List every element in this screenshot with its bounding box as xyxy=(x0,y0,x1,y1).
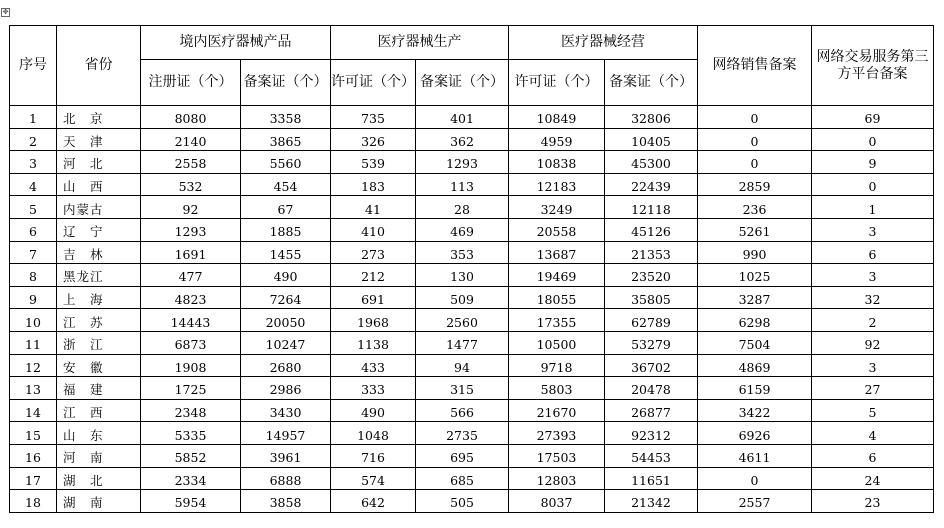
province-cell: 浙 江 xyxy=(57,331,141,354)
third-party-platform-cell: 0 xyxy=(812,173,934,196)
seq-cell: 12 xyxy=(10,354,57,377)
header-production: 医疗器械生产 xyxy=(331,26,509,60)
seq-cell: 5 xyxy=(10,196,57,219)
seq-cell: 18 xyxy=(10,490,57,513)
registration-cert-cell: 5335 xyxy=(141,422,241,445)
third-party-platform-cell: 92 xyxy=(812,331,934,354)
license-production-cell: 1048 xyxy=(331,422,416,445)
filing-cert-production-cell: 469 xyxy=(416,218,509,241)
seq-cell: 9 xyxy=(10,286,57,309)
online-sales-cell: 6159 xyxy=(698,377,812,400)
header-registration-cert: 注册证（个） xyxy=(141,60,241,106)
online-sales-cell: 0 xyxy=(698,467,812,490)
province-cell: 湖 北 xyxy=(57,467,141,490)
filing-cert-products-cell: 2986 xyxy=(241,377,331,400)
filing-cert-operation-cell: 36702 xyxy=(605,354,698,377)
license-production-cell: 41 xyxy=(331,196,416,219)
header-province: 省份 xyxy=(57,26,141,106)
province-cell: 湖 南 xyxy=(57,490,141,513)
license-operation-cell: 27393 xyxy=(509,422,605,445)
filing-cert-production-cell: 505 xyxy=(416,490,509,513)
header-seq: 序号 xyxy=(10,26,57,106)
license-production-cell: 212 xyxy=(331,264,416,287)
filing-cert-operation-cell: 21353 xyxy=(605,241,698,264)
header-third-party-platform: 网络交易服务第三方平台备案 xyxy=(812,26,934,106)
third-party-platform-cell: 9 xyxy=(812,151,934,174)
filing-cert-products-cell: 3961 xyxy=(241,444,331,467)
license-operation-cell: 20558 xyxy=(509,218,605,241)
license-production-cell: 716 xyxy=(331,444,416,467)
registration-cert-cell: 6873 xyxy=(141,331,241,354)
registration-cert-cell: 92 xyxy=(141,196,241,219)
filing-cert-products-cell: 5560 xyxy=(241,151,331,174)
table-row xyxy=(10,444,934,467)
seq-cell: 10 xyxy=(10,309,57,332)
header-filing-cert-production: 备案证（个） xyxy=(416,60,509,106)
header-filing-cert-operation: 备案证（个） xyxy=(605,60,698,106)
online-sales-cell: 2859 xyxy=(698,173,812,196)
filing-cert-products-cell: 10247 xyxy=(241,331,331,354)
filing-cert-production-cell: 2735 xyxy=(416,422,509,445)
filing-cert-operation-cell: 22439 xyxy=(605,173,698,196)
online-sales-cell: 6926 xyxy=(698,422,812,445)
table-row xyxy=(10,264,934,287)
province-cell: 辽 宁 xyxy=(57,218,141,241)
registration-cert-cell: 532 xyxy=(141,173,241,196)
filing-cert-operation-cell: 54453 xyxy=(605,444,698,467)
header-license-production: 许可证（个） xyxy=(331,60,416,106)
license-operation-cell: 9718 xyxy=(509,354,605,377)
third-party-platform-cell: 27 xyxy=(812,377,934,400)
third-party-platform-cell: 32 xyxy=(812,286,934,309)
license-operation-cell: 17503 xyxy=(509,444,605,467)
table-row xyxy=(10,399,934,422)
third-party-platform-cell: 23 xyxy=(812,490,934,513)
filing-cert-operation-cell: 45126 xyxy=(605,218,698,241)
filing-cert-production-cell: 315 xyxy=(416,377,509,400)
third-party-platform-cell: 4 xyxy=(812,422,934,445)
filing-cert-operation-cell: 26877 xyxy=(605,399,698,422)
registration-cert-cell: 5954 xyxy=(141,490,241,513)
registration-cert-cell: 1725 xyxy=(141,377,241,400)
license-production-cell: 735 xyxy=(331,106,416,129)
filing-cert-products-cell: 454 xyxy=(241,173,331,196)
license-production-cell: 691 xyxy=(331,286,416,309)
filing-cert-products-cell: 6888 xyxy=(241,467,331,490)
online-sales-cell: 3287 xyxy=(698,286,812,309)
province-cell: 山 东 xyxy=(57,422,141,445)
filing-cert-products-cell: 3430 xyxy=(241,399,331,422)
third-party-platform-cell: 6 xyxy=(812,241,934,264)
license-production-cell: 410 xyxy=(331,218,416,241)
province-cell: 黑龙江 xyxy=(57,264,141,287)
seq-cell: 17 xyxy=(10,467,57,490)
filing-cert-operation-cell: 23520 xyxy=(605,264,698,287)
filing-cert-products-cell: 1455 xyxy=(241,241,331,264)
filing-cert-operation-cell: 45300 xyxy=(605,151,698,174)
registration-cert-cell: 5852 xyxy=(141,444,241,467)
seq-cell: 1 xyxy=(10,106,57,129)
online-sales-cell: 4869 xyxy=(698,354,812,377)
filing-cert-production-cell: 2560 xyxy=(416,309,509,332)
filing-cert-operation-cell: 20478 xyxy=(605,377,698,400)
filing-cert-products-cell: 3858 xyxy=(241,490,331,513)
table-row xyxy=(10,196,934,219)
province-cell: 河 南 xyxy=(57,444,141,467)
table-move-handle-icon[interactable]: ✥ xyxy=(2,8,9,16)
online-sales-cell: 236 xyxy=(698,196,812,219)
table-row xyxy=(10,467,934,490)
filing-cert-products-cell: 7264 xyxy=(241,286,331,309)
license-operation-cell: 5803 xyxy=(509,377,605,400)
online-sales-cell: 5261 xyxy=(698,218,812,241)
third-party-platform-cell: 24 xyxy=(812,467,934,490)
license-operation-cell: 21670 xyxy=(509,399,605,422)
province-cell: 江 苏 xyxy=(57,309,141,332)
license-operation-cell: 12183 xyxy=(509,173,605,196)
filing-cert-production-cell: 94 xyxy=(416,354,509,377)
online-sales-cell: 4611 xyxy=(698,444,812,467)
online-sales-cell: 0 xyxy=(698,151,812,174)
header-license-operation: 许可证（个） xyxy=(509,60,605,106)
license-operation-cell: 4959 xyxy=(509,128,605,151)
registration-cert-cell: 2334 xyxy=(141,467,241,490)
online-sales-cell: 7504 xyxy=(698,331,812,354)
license-production-cell: 1138 xyxy=(331,331,416,354)
province-cell: 江 西 xyxy=(57,399,141,422)
table-body xyxy=(10,106,934,513)
registration-cert-cell: 477 xyxy=(141,264,241,287)
filing-cert-operation-cell: 12118 xyxy=(605,196,698,219)
filing-cert-production-cell: 695 xyxy=(416,444,509,467)
header-filing-cert-products: 备案证（个） xyxy=(241,60,331,106)
table-row xyxy=(10,354,934,377)
filing-cert-operation-cell: 53279 xyxy=(605,331,698,354)
table-row xyxy=(10,128,934,151)
seq-cell: 2 xyxy=(10,128,57,151)
table-row xyxy=(10,309,934,332)
third-party-platform-cell: 1 xyxy=(812,196,934,219)
table-row xyxy=(10,173,934,196)
filing-cert-products-cell: 2680 xyxy=(241,354,331,377)
filing-cert-production-cell: 113 xyxy=(416,173,509,196)
header-domestic-products: 境内医疗器械产品 xyxy=(141,26,331,60)
filing-cert-operation-cell: 10405 xyxy=(605,128,698,151)
license-operation-cell: 12803 xyxy=(509,467,605,490)
license-operation-cell: 10838 xyxy=(509,151,605,174)
license-operation-cell: 10849 xyxy=(509,106,605,129)
online-sales-cell: 0 xyxy=(698,106,812,129)
registration-cert-cell: 2140 xyxy=(141,128,241,151)
registration-cert-cell: 1293 xyxy=(141,218,241,241)
province-cell: 天 津 xyxy=(57,128,141,151)
license-operation-cell: 13687 xyxy=(509,241,605,264)
province-cell: 北 京 xyxy=(57,106,141,129)
license-production-cell: 1968 xyxy=(331,309,416,332)
filing-cert-production-cell: 566 xyxy=(416,399,509,422)
third-party-platform-cell: 69 xyxy=(812,106,934,129)
filing-cert-operation-cell: 92312 xyxy=(605,422,698,445)
license-production-cell: 183 xyxy=(331,173,416,196)
registration-cert-cell: 2348 xyxy=(141,399,241,422)
seq-cell: 15 xyxy=(10,422,57,445)
third-party-platform-cell: 3 xyxy=(812,354,934,377)
filing-cert-products-cell: 490 xyxy=(241,264,331,287)
third-party-platform-cell: 3 xyxy=(812,264,934,287)
province-cell: 上 海 xyxy=(57,286,141,309)
license-production-cell: 490 xyxy=(331,399,416,422)
table-row xyxy=(10,218,934,241)
third-party-platform-cell: 3 xyxy=(812,218,934,241)
filing-cert-production-cell: 353 xyxy=(416,241,509,264)
filing-cert-operation-cell: 32806 xyxy=(605,106,698,129)
registration-cert-cell: 1908 xyxy=(141,354,241,377)
filing-cert-products-cell: 14957 xyxy=(241,422,331,445)
filing-cert-production-cell: 28 xyxy=(416,196,509,219)
third-party-platform-cell: 0 xyxy=(812,128,934,151)
seq-cell: 13 xyxy=(10,377,57,400)
online-sales-cell: 6298 xyxy=(698,309,812,332)
online-sales-cell: 1025 xyxy=(698,264,812,287)
seq-cell: 16 xyxy=(10,444,57,467)
filing-cert-products-cell: 3358 xyxy=(241,106,331,129)
seq-cell: 11 xyxy=(10,331,57,354)
seq-cell: 8 xyxy=(10,264,57,287)
license-production-cell: 642 xyxy=(331,490,416,513)
license-production-cell: 433 xyxy=(331,354,416,377)
license-operation-cell: 8037 xyxy=(509,490,605,513)
seq-cell: 7 xyxy=(10,241,57,264)
filing-cert-production-cell: 1293 xyxy=(416,151,509,174)
table-row xyxy=(10,490,934,513)
table-row xyxy=(10,422,934,445)
online-sales-cell: 990 xyxy=(698,241,812,264)
license-operation-cell: 3249 xyxy=(509,196,605,219)
license-production-cell: 574 xyxy=(331,467,416,490)
filing-cert-production-cell: 401 xyxy=(416,106,509,129)
province-cell: 福 建 xyxy=(57,377,141,400)
license-operation-cell: 17355 xyxy=(509,309,605,332)
third-party-platform-cell: 5 xyxy=(812,399,934,422)
registration-cert-cell: 2558 xyxy=(141,151,241,174)
license-production-cell: 326 xyxy=(331,128,416,151)
header-operation: 医疗器械经营 xyxy=(509,26,698,60)
license-operation-cell: 18055 xyxy=(509,286,605,309)
table-row xyxy=(10,286,934,309)
filing-cert-products-cell: 3865 xyxy=(241,128,331,151)
province-cell: 山 西 xyxy=(57,173,141,196)
province-cell: 安 徽 xyxy=(57,354,141,377)
province-cell: 河 北 xyxy=(57,151,141,174)
filing-cert-production-cell: 509 xyxy=(416,286,509,309)
seq-cell: 4 xyxy=(10,173,57,196)
license-operation-cell: 19469 xyxy=(509,264,605,287)
third-party-platform-cell: 2 xyxy=(812,309,934,332)
seq-cell: 14 xyxy=(10,399,57,422)
registration-cert-cell: 4823 xyxy=(141,286,241,309)
filing-cert-production-cell: 362 xyxy=(416,128,509,151)
filing-cert-operation-cell: 21342 xyxy=(605,490,698,513)
online-sales-cell: 0 xyxy=(698,128,812,151)
table-row xyxy=(10,151,934,174)
medical-device-statistics-table xyxy=(9,25,934,513)
registration-cert-cell: 8080 xyxy=(141,106,241,129)
province-cell: 内蒙古 xyxy=(57,196,141,219)
license-production-cell: 539 xyxy=(331,151,416,174)
third-party-platform-cell: 6 xyxy=(812,444,934,467)
header-online-sales: 网络销售备案 xyxy=(698,26,812,106)
online-sales-cell: 3422 xyxy=(698,399,812,422)
registration-cert-cell: 1691 xyxy=(141,241,241,264)
table-row xyxy=(10,331,934,354)
online-sales-cell: 2557 xyxy=(698,490,812,513)
table-row xyxy=(10,241,934,264)
table-row xyxy=(10,377,934,400)
filing-cert-products-cell: 67 xyxy=(241,196,331,219)
license-operation-cell: 10500 xyxy=(509,331,605,354)
filing-cert-production-cell: 685 xyxy=(416,467,509,490)
seq-cell: 6 xyxy=(10,218,57,241)
license-production-cell: 273 xyxy=(331,241,416,264)
filing-cert-production-cell: 1477 xyxy=(416,331,509,354)
province-cell: 吉 林 xyxy=(57,241,141,264)
license-production-cell: 333 xyxy=(331,377,416,400)
filing-cert-production-cell: 130 xyxy=(416,264,509,287)
filing-cert-operation-cell: 62789 xyxy=(605,309,698,332)
table-row xyxy=(10,106,934,129)
filing-cert-products-cell: 1885 xyxy=(241,218,331,241)
filing-cert-operation-cell: 35805 xyxy=(605,286,698,309)
filing-cert-products-cell: 20050 xyxy=(241,309,331,332)
filing-cert-operation-cell: 11651 xyxy=(605,467,698,490)
registration-cert-cell: 14443 xyxy=(141,309,241,332)
seq-cell: 3 xyxy=(10,151,57,174)
